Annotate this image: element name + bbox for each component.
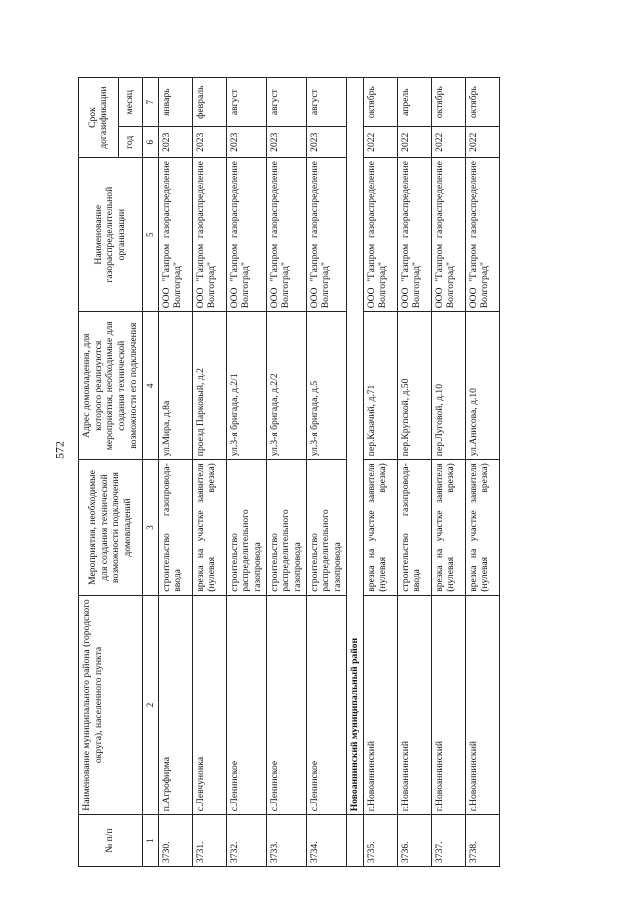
table-row bbox=[431, 78, 465, 867]
measures-cell: строительство газопровода-ввода bbox=[158, 460, 192, 596]
address-cell: пер.Крупской, д.50 bbox=[397, 312, 431, 460]
measures-cell: строительство газопровода-ввода bbox=[397, 460, 431, 596]
table-header bbox=[79, 78, 159, 867]
table-row bbox=[192, 78, 226, 867]
settlement-name: с.Левчуновка bbox=[192, 595, 226, 814]
measures-cell: строительство распределительного газопровода bbox=[306, 460, 346, 596]
column-index-cell: 5 bbox=[142, 158, 158, 312]
header-year: год bbox=[118, 127, 142, 158]
table-row bbox=[397, 78, 431, 867]
column-index-row bbox=[142, 78, 158, 867]
year-cell: 2022 bbox=[465, 127, 499, 158]
row-number: 3733. bbox=[266, 815, 306, 867]
table-row bbox=[226, 78, 266, 867]
organization-cell: ООО "Газпром газораспределение Волгоград" bbox=[266, 158, 306, 312]
month-cell: октябрь bbox=[431, 78, 465, 127]
organization-cell: ООО "Газпром газораспределение Волгоград" bbox=[226, 158, 266, 312]
header-num: № п/п bbox=[79, 815, 143, 867]
month-cell: апрель bbox=[397, 78, 431, 127]
settlement-name: г.Новоаннинский bbox=[397, 595, 431, 814]
column-index-cell: 4 bbox=[142, 312, 158, 460]
address-cell: ул.3-я бригада, д.2/1 bbox=[226, 312, 266, 460]
measures-cell: врезка на участке заявителя (нулевая врезка) bbox=[192, 460, 226, 596]
header-month: месяц bbox=[118, 78, 142, 127]
measures-cell: врезка на участке заявителя (нулевая врезка) bbox=[431, 460, 465, 596]
header-term: Срок догазификации bbox=[79, 78, 119, 158]
table-row bbox=[363, 78, 397, 867]
measures-cell: строительство распределительного газопровода bbox=[266, 460, 306, 596]
year-cell: 2023 bbox=[226, 127, 266, 158]
month-cell: август bbox=[226, 78, 266, 127]
address-cell: ул.Мира, д.8а bbox=[158, 312, 192, 460]
column-index-cell: 2 bbox=[142, 595, 158, 814]
settlement-name: г.Новоаннинский bbox=[431, 595, 465, 814]
row-number: 3732. bbox=[226, 815, 266, 867]
header-org: Наименование газораспределительной организации bbox=[79, 158, 143, 312]
organization-cell: ООО "Газпром газораспределение Волгоград" bbox=[431, 158, 465, 312]
measures-cell: врезка на участке заявителя (нулевая врезка) bbox=[465, 460, 499, 596]
row-number: 3734. bbox=[306, 815, 346, 867]
organization-cell: ООО "Газпром газораспределение Волгоград" bbox=[158, 158, 192, 312]
column-index-cell: 7 bbox=[142, 78, 158, 127]
table-row bbox=[158, 78, 192, 867]
organization-cell: ООО "Газпром газораспределение Волгоград" bbox=[465, 158, 499, 312]
section-empty-cell bbox=[346, 815, 363, 867]
column-index-cell: 3 bbox=[142, 460, 158, 596]
year-cell: 2023 bbox=[306, 127, 346, 158]
organization-cell: ООО "Газпром газораспределение Волгоград" bbox=[363, 158, 397, 312]
page-number-text: 572 bbox=[52, 441, 67, 459]
month-cell: октябрь bbox=[363, 78, 397, 127]
address-cell: ул.3-я бригада, д.2/2 bbox=[266, 312, 306, 460]
address-cell: проезд Парковый, д.2 bbox=[192, 312, 226, 460]
table-row bbox=[306, 78, 346, 867]
year-cell: 2023 bbox=[266, 127, 306, 158]
row-number: 3731. bbox=[192, 815, 226, 867]
address-cell: пер.Казачий, д.71 bbox=[363, 312, 397, 460]
month-cell: август bbox=[266, 78, 306, 127]
year-cell: 2022 bbox=[397, 127, 431, 158]
year-cell: 2022 bbox=[431, 127, 465, 158]
column-index-cell: 1 bbox=[142, 815, 158, 867]
settlement-name: п.Агрофирма bbox=[158, 595, 192, 814]
settlement-name: с.Ленинское bbox=[306, 595, 346, 814]
settlement-name: г.Новоаннинский bbox=[363, 595, 397, 814]
measures-cell: врезка на участке заявителя (нулевая врезка) bbox=[363, 460, 397, 596]
row-number: 3730. bbox=[158, 815, 192, 867]
header-measures: Мероприятия, необходимые для создания технической возможности подключения домовладений bbox=[79, 460, 143, 596]
month-cell: октябрь bbox=[465, 78, 499, 127]
address-cell: ул.Анисова, д.10 bbox=[465, 312, 499, 460]
row-number: 3737. bbox=[431, 815, 465, 867]
section-title: Новоаннинский муниципальный район bbox=[346, 78, 363, 815]
table-row bbox=[266, 78, 306, 867]
measures-cell: строительство распределительного газопровода bbox=[226, 460, 266, 596]
column-index-cell: 6 bbox=[142, 127, 158, 158]
year-cell: 2022 bbox=[363, 127, 397, 158]
organization-cell: ООО "Газпром газораспределение Волгоград" bbox=[306, 158, 346, 312]
settlement-name: г.Новоаннинский bbox=[465, 595, 499, 814]
organization-cell: ООО "Газпром газораспределение Волгоград" bbox=[192, 158, 226, 312]
section-row bbox=[346, 78, 363, 867]
table-row bbox=[465, 78, 499, 867]
year-cell: 2023 bbox=[192, 127, 226, 158]
header-name: Наименование муниципального района (городского округа), населенного пункта bbox=[79, 595, 143, 814]
header-address: Адрес домовладения, для которого реализуются мероприятия, необходимые для создания технической возможности его подключения bbox=[79, 312, 143, 460]
organization-cell: ООО "Газпром газораспределение Волгоград" bbox=[397, 158, 431, 312]
row-number: 3738. bbox=[465, 815, 499, 867]
address-cell: пер.Луговой, д.10 bbox=[431, 312, 465, 460]
row-number: 3735. bbox=[363, 815, 397, 867]
year-cell: 2023 bbox=[158, 127, 192, 158]
table-body bbox=[158, 78, 499, 867]
gasification-table bbox=[78, 77, 500, 867]
month-cell: август bbox=[306, 78, 346, 127]
settlement-name: с.Ленинское bbox=[226, 595, 266, 814]
month-cell: январь bbox=[158, 78, 192, 127]
settlement-name: с.Ленинское bbox=[266, 595, 306, 814]
row-number: 3736. bbox=[397, 815, 431, 867]
address-cell: ул.3-я бригада, д.5 bbox=[306, 312, 346, 460]
month-cell: февраль bbox=[192, 78, 226, 127]
